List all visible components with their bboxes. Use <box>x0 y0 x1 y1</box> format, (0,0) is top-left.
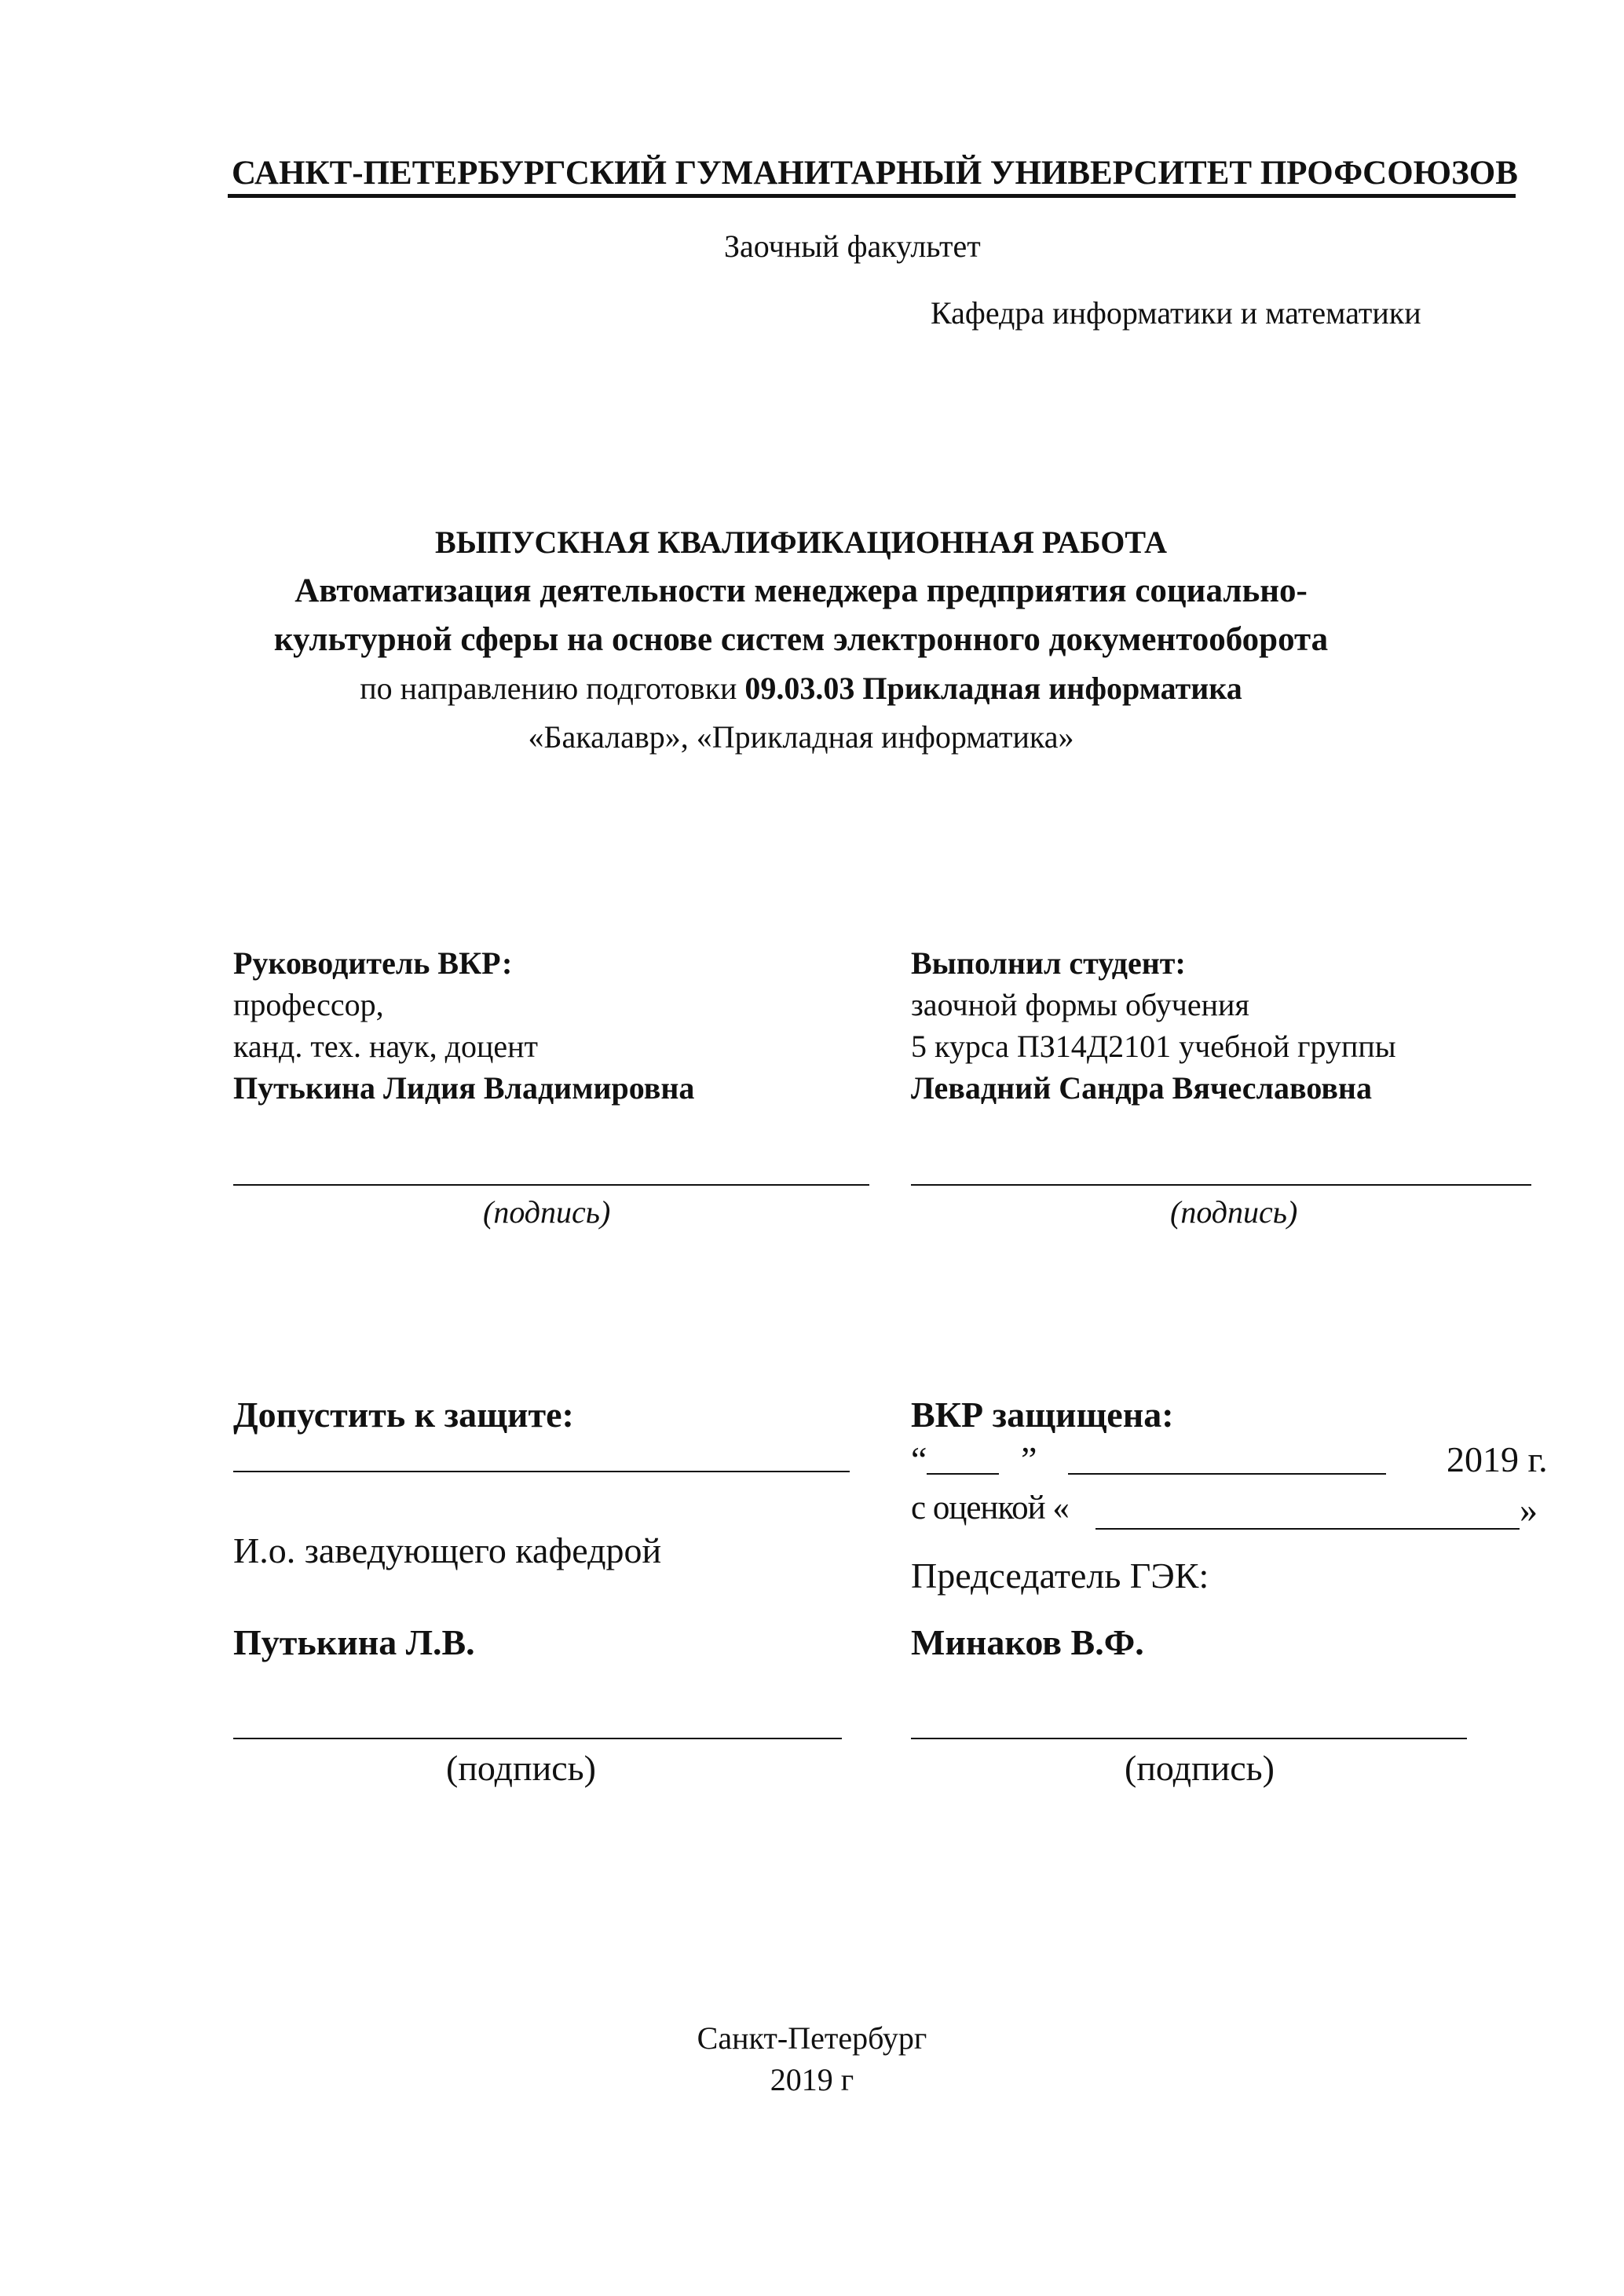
title-block <box>157 518 1445 762</box>
student-study-form: заочной формы обучения <box>911 987 1249 1022</box>
chair-signature-line <box>911 1738 1467 1739</box>
university-name: САНКТ-ПЕТЕРБУРГСКИЙ ГУМАНИТАРНЫЙ УНИВЕРСИТЕТ ПРОФСОЮЗОВ <box>232 155 1518 192</box>
date-day-line <box>927 1473 999 1475</box>
admission-signature-caption: (подпись) <box>446 1748 596 1788</box>
admission-line <box>233 1471 850 1472</box>
chair-signature-caption: (подпись) <box>1125 1748 1275 1788</box>
defense-year: 2019 г. <box>1447 1439 1548 1479</box>
student-signature-caption: (подпись) <box>1170 1194 1298 1230</box>
admission-heading: Допустить к защите: <box>233 1395 574 1435</box>
faculty-name: Заочный факультет <box>724 229 981 264</box>
work-type: ВЫПУСКНАЯ КВАЛИФИКАЦИОННАЯ РАБОТА <box>435 525 1167 560</box>
date-open-quote: “ <box>911 1439 927 1479</box>
topic-line-1: Автоматизация деятельности менеджера предприятия социально- <box>294 572 1308 609</box>
department-name: Кафедра информатики и математики <box>931 295 1421 331</box>
header-divider <box>228 194 1516 198</box>
supervisor-signature-caption: (подпись) <box>483 1194 611 1230</box>
admission-role: И.о. заведующего кафедрой <box>233 1530 662 1570</box>
supervisor-block <box>233 942 694 1109</box>
footer-year: 2019 г <box>770 2062 854 2097</box>
degree: «Бакалавр», «Прикладная информатика» <box>528 719 1074 755</box>
direction-prefix: по направлению подготовки <box>360 671 745 706</box>
chair-label: Председатель ГЭК: <box>911 1556 1209 1596</box>
date-close-quote: ” <box>1021 1439 1037 1479</box>
student-heading: Выполнил студент: <box>911 945 1186 981</box>
supervisor-signature-line <box>233 1184 869 1186</box>
supervisor-degree: канд. тех. наук, доцент <box>233 1029 539 1064</box>
topic-line-2: культурной сферы на основе систем электронного документооборота <box>273 621 1329 658</box>
footer-city: Санкт-Петербург <box>697 2020 927 2056</box>
direction-code: 09.03.03 Прикладная информатика <box>744 671 1242 706</box>
grade-line <box>1095 1528 1520 1530</box>
defense-heading: ВКР защищена: <box>911 1395 1174 1435</box>
direction <box>157 664 1445 713</box>
grade-prefix: с оценкой « <box>911 1490 1069 1526</box>
admission-name: Путькина Л.В. <box>233 1622 475 1662</box>
admission-signature-line <box>233 1738 842 1739</box>
supervisor-name: Путькина Лидия Владимировна <box>233 1070 695 1106</box>
grade-suffix: » <box>1520 1490 1538 1530</box>
supervisor-heading: Руководитель ВКР: <box>233 945 513 981</box>
chair-name: Минаков В.Ф. <box>911 1622 1144 1662</box>
student-signature-line <box>911 1184 1531 1186</box>
student-name: Левадний Сандра Вячеславовна <box>911 1070 1372 1106</box>
date-month-line <box>1068 1473 1386 1475</box>
supervisor-position: профессор, <box>233 987 384 1022</box>
student-block <box>911 942 1396 1109</box>
student-group: 5 курса ПЗ14Д2101 учебной группы <box>911 1029 1396 1064</box>
